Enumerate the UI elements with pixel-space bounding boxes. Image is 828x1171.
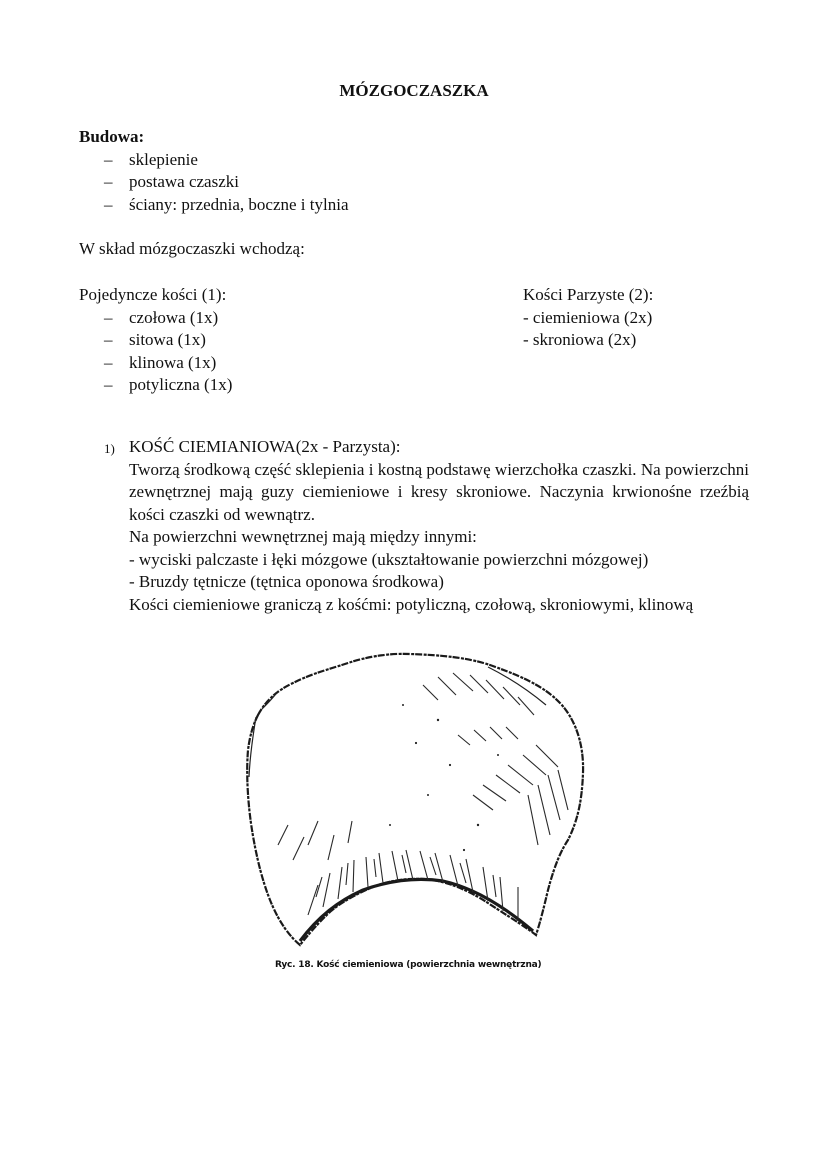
parietal-bone-illustration <box>238 645 590 950</box>
list-item: - skroniowa (2x) <box>523 330 637 349</box>
section-body <box>129 436 749 616</box>
list-item: – potyliczna (1x) <box>79 374 439 397</box>
list-item: – ściany: przednia, boczne i tylnia <box>79 194 579 217</box>
inner-surface-heading: Na powierzchni wewnętrznej mają między innymi: <box>129 527 477 546</box>
paired-bones-heading: Kości Parzyste (2): <box>523 285 654 304</box>
budowa-section <box>79 126 579 216</box>
list-item: – sitowa (1x) <box>79 329 439 352</box>
single-bones <box>79 284 439 397</box>
single-bones-list <box>79 307 439 397</box>
inner-surface-item: - wyciski palczaste i łęki mózgowe (ukształtowanie powierzchni mózgowej) <box>129 549 649 569</box>
inner-surface-item: - Bruzdy tętnicze (tętnica oponowa środkowa) <box>129 572 444 591</box>
section-paragraph: Tworzą środkową część sklepienia i kostną podstawę wierzchołka czaszki. Na powierzchni zewnętrznej mają guzy ciemieniowe i kresy skroniowe. Naczynia krwionośne rzeźbią kości czaszki od wewnątrz. <box>129 459 749 524</box>
list-item: – czołowa (1x) <box>79 307 439 330</box>
list-item: – sklepienie <box>79 149 579 172</box>
list-item: – klinowa (1x) <box>79 352 439 375</box>
list-item: – postawa czaszki <box>79 171 579 194</box>
budowa-heading: Budowa: <box>79 127 145 146</box>
intro-text: W skład mózgoczaszki wchodzą: <box>79 239 305 258</box>
page-title: MÓZGOCZASZKA <box>339 81 489 100</box>
budowa-list <box>79 149 579 217</box>
borders-paragraph: Kości ciemieniowe graniczą z kośćmi: potyliczną, czołową, skroniowymi, klinową <box>129 594 694 614</box>
section-number: 1) <box>104 441 115 456</box>
paired-bones-list <box>523 307 803 352</box>
paired-bones <box>523 284 803 352</box>
section-heading: KOŚĆ CIEMIANIOWA(2x - Parzysta): <box>129 437 401 456</box>
figure-caption: Ryc. 18. Kość ciemieniowa (powierzchnia wewnętrzna) <box>275 960 542 970</box>
single-bones-heading: Pojedyncze kości (1): <box>79 285 227 304</box>
list-item: - ciemieniowa (2x) <box>523 307 653 327</box>
